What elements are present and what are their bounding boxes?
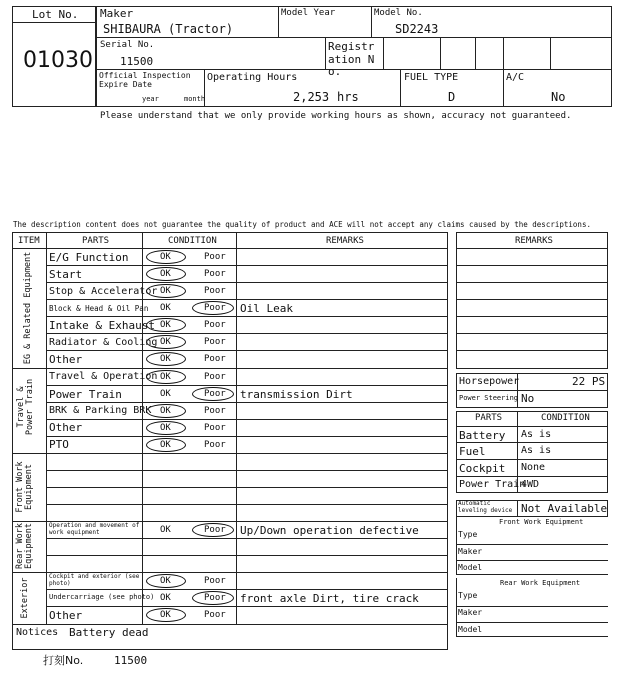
ok-option: OK [160,320,171,330]
part-label: Radiator & Cooling [49,337,158,348]
ok-option: OK [160,252,171,262]
group-travel: Travel & Power Train [16,378,35,436]
registration-label: Registration No. [328,40,375,79]
part-label: Block & Head & Oil Pan [49,304,149,313]
ok-option: OK [160,440,171,450]
ok-option: OK [160,354,171,364]
remark-text: Oil Leak [240,302,293,315]
front-work-header: Front Work Equipment [499,518,584,526]
hours-label: Operating Hours [207,72,298,83]
poor-option: Poor [204,286,226,296]
hours-value: 2,253 [293,90,330,104]
parts-header: PARTS [475,413,503,423]
rear-model-label: Model [458,625,483,634]
front-maker-label: Maker [458,547,483,556]
stamp-value: 11500 [114,654,148,667]
ok-option: OK [160,286,171,296]
col-remarks: REMARKS [326,236,364,246]
group-exterior: Exterior [20,577,30,619]
remark-text: front axle Dirt, tire crack [240,592,419,605]
fuel-cond-value: As is [521,445,552,456]
part-label: Cockpit and exterior (see photo) [49,573,140,587]
part-label: Intake & Exhaust [49,319,155,332]
maker-label: Maker [100,7,134,20]
power-train-label: Power Train [459,479,526,490]
part-label: Other [49,421,83,434]
cockpit-label: Cockpit [459,462,506,475]
year-label: year [142,95,159,103]
fuel-label: FUEL TYPE [404,72,459,83]
description-disclaimer: The description content does not guarantee the quality of product and ACE will not accept any claims caused by the descriptions. [13,220,591,229]
col-parts: PARTS [82,236,110,246]
ok-option: OK [160,337,171,347]
poor-option: Poor [204,354,226,364]
poor-option: Poor [204,303,226,313]
group-eg: EG & Related Equipment [23,251,33,365]
part-label: Power Train [49,388,122,401]
ok-option: OK [160,389,171,399]
serial-value: 11500 [120,55,154,68]
right-remarks-box [456,232,608,369]
poor-option: Poor [204,423,226,433]
serial-label: Serial No. [100,40,155,50]
model-year-label: Model Year [281,8,336,18]
month-label: month [184,95,206,103]
group-rear-work: Rear Work Equipment [15,522,34,570]
group-front-work: Front Work Equipment [15,461,34,513]
power-steering-label: Power Steering [459,394,519,402]
ok-option: OK [160,406,171,416]
maker-value: SHIBAURA (Tractor) [103,22,234,36]
condition-header: CONDITION [541,413,590,423]
ok-option: OK [160,303,171,313]
part-label: Start [49,268,83,281]
lot-number: 01030 [23,48,93,73]
ok-option: OK [160,593,171,603]
cockpit-value: None [521,462,546,473]
ok-option: OK [160,610,171,620]
battery-value: As is [521,429,552,440]
power-train-value: 4WD [521,479,540,490]
part-label: Other [49,609,83,622]
poor-option: Poor [204,576,226,586]
hours-disclaimer: Please understand that we only provide working hours as shown, accuracy not guaranteed. [100,111,572,121]
poor-option: Poor [204,269,226,279]
remark-text: transmission Dirt [240,388,353,401]
fuel-value: D [448,90,456,104]
stamp-label: 打刻No. [43,654,84,667]
right-remarks-label: REMARKS [515,236,553,246]
auto-leveling-value: Not Available [521,502,608,515]
poor-option: Poor [204,389,226,399]
poor-option: Poor [204,406,226,416]
rear-maker-label: Maker [458,608,483,617]
part-label: BRK & Parking BRK [49,405,152,416]
ok-option: OK [160,525,171,535]
lot-label: Lot No. [32,8,79,21]
hours-unit: hrs [337,90,359,104]
fuel-cond-label: Fuel [459,445,486,458]
model-no-value: SD2243 [395,22,439,36]
part-label: Undercarriage (see photo) [49,593,155,601]
rear-work-header: Rear Work Equipment [500,579,581,587]
remark-text: Up/Down operation defective [240,524,419,537]
part-label: Travel & Operation [49,371,158,382]
poor-option: Poor [204,320,226,330]
front-type-label: Type [458,530,478,539]
front-model-label: Model [458,563,483,572]
ok-option: OK [160,423,171,433]
part-label: Stop & Accelerator [49,286,158,297]
col-condition: CONDITION [168,236,217,246]
poor-option: Poor [204,525,226,535]
poor-option: Poor [204,337,226,347]
part-label: Operation and movement of work equipment [49,522,140,536]
notices-value: Battery dead [69,626,149,639]
power-steering-value: No [521,392,535,405]
poor-option: Poor [204,593,226,603]
col-item: ITEM [18,236,40,246]
part-label: Other [49,353,83,366]
ok-option: OK [160,372,171,382]
ok-option: OK [160,269,171,279]
auto-leveling-label: Automatic leveling device [458,500,513,514]
notices-label: Notices [16,627,59,638]
model-no-label: Model No. [374,8,423,18]
battery-label: Battery [459,429,506,442]
ok-option: OK [160,576,171,586]
poor-option: Poor [204,610,226,620]
ac-label: A/C [506,72,525,83]
poor-option: Poor [204,440,226,450]
rear-type-label: Type [458,591,478,600]
part-label: E/G Function [49,251,129,264]
ac-value: No [551,90,566,104]
poor-option: Poor [204,372,226,382]
horsepower-value: 22 PS [572,375,606,388]
inspection-label: Official Inspection Expire Date [99,71,191,89]
part-label: PTO [49,438,69,451]
poor-option: Poor [204,252,226,262]
horsepower-label: Horsepower [459,376,520,387]
